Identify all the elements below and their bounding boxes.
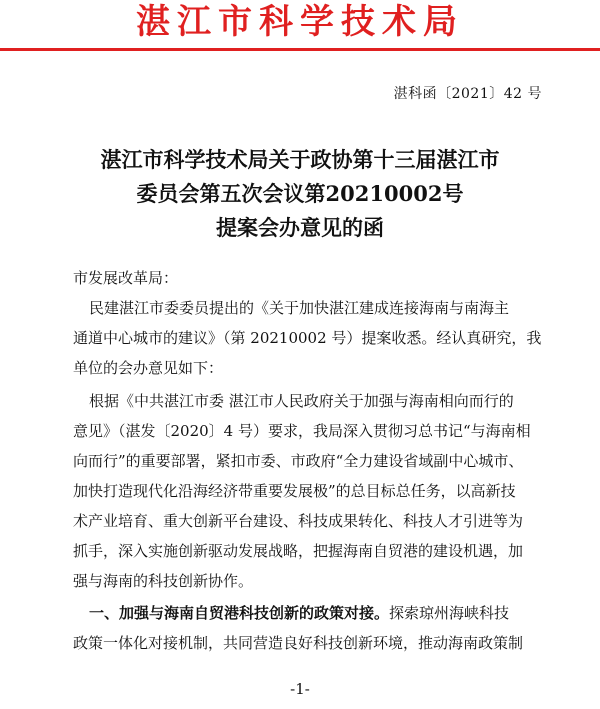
- paragraph-1-line: 单位的会办意见如下：: [73, 359, 224, 377]
- page-number: -1-: [290, 680, 310, 698]
- paragraph-2-line: 根据《中共湛江市委 湛江市人民政府关于加强与海南相向而行的: [89, 392, 514, 410]
- paragraph-2-line: 向而行”的重要部署，紧扣市委、市政府“全力建设省域副中心城市、: [73, 452, 524, 470]
- paragraph-2-line: 术产业培育、重大创新平台建设、科技成果转化、科技人才引进等为: [73, 512, 524, 530]
- paragraph-1-line: 通道中心城市的建议》（第 20210002 号）提案收悉。经认真研究，我: [73, 329, 542, 347]
- title-line-1: 湛江市科学技术局关于政协第十三届湛江市: [100, 147, 500, 172]
- section-1-heading: 一、加强与海南自贸港科技创新的政策对接。: [89, 604, 390, 622]
- section-1-text: 探索琼州海峡科技: [389, 604, 510, 622]
- paragraph-2-line: 意见》（湛发〔2020〕4 号）要求，我局深入贯彻习总书记“与海南相: [73, 422, 531, 440]
- title-line-2: 委员会第五次会议第20210002号: [136, 181, 464, 206]
- paragraph-2-line: 强与海南的科技创新协作。: [73, 572, 254, 590]
- paragraph-2-line: 加快打造现代化沿海经济带重要发展极”的总目标总任务，以高新技: [73, 482, 516, 500]
- org-letterhead: 湛江市科学技术局: [136, 2, 464, 42]
- section-1-line: 政策一体化对接机制，共同营造良好科技创新环境，推动海南政策制: [73, 634, 524, 652]
- paragraph-2-line: 抓手，深入实施创新驱动发展战略，把握海南自贸港的建设机遇，加: [73, 542, 524, 560]
- title-line-3: 提案会办意见的函: [216, 215, 384, 240]
- paragraph-1-line: 民建湛江市委委员提出的《关于加快湛江建成连接海南与南海主: [89, 299, 510, 317]
- document-number: 湛科函〔2021〕42 号: [393, 86, 542, 102]
- salutation: 市发展改革局：: [73, 269, 179, 287]
- section-1-first-line: [89, 603, 509, 623]
- letterhead-rule: [0, 48, 600, 51]
